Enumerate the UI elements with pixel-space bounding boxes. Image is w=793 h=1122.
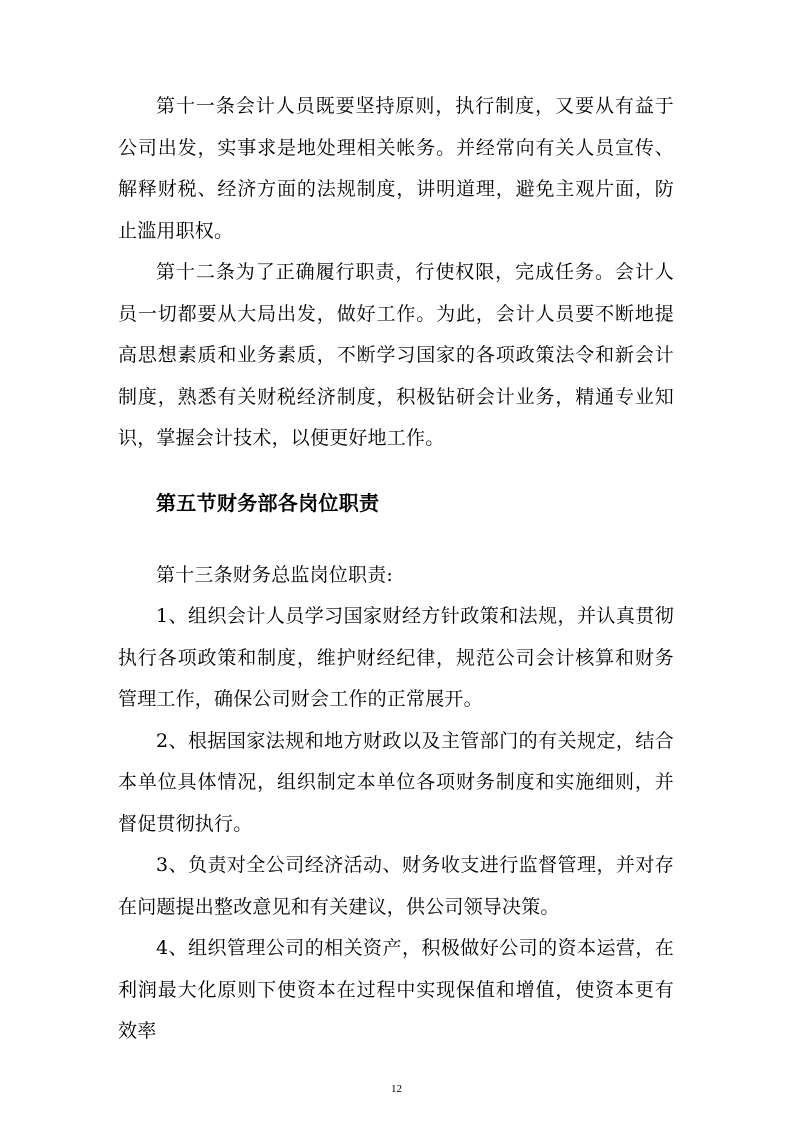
duty-item-4: 4、组织管理公司的相关资产，积极做好公司的资本运营，在利润最大化原则下使资本在过程中实现保值和增值，使资本更有效率 xyxy=(118,937,674,1042)
article-12-paragraph: 第十二条为了正确履行职责，行使权限，完成任务。会计人员一切都要从大局出发，做好工作。为此，会计人员要不断地提高思想素质和业务素质，不断学习国家的各项政策法令和新会计制度，熟悉有关财税经济制度，积极钻研会计业务，精通专业知识，掌握会计技术，以便更好地工作。 xyxy=(118,261,674,449)
duty-item-2: 2、根据国家法规和地方财政以及主管部门的有关规定，结合本单位具体情况，组织制定本单位各项财务制度和实施细则，并督促贯彻执行。 xyxy=(118,729,674,835)
page-number: 12 xyxy=(391,1083,402,1095)
section-heading: 第五节财务部各岗位职责 xyxy=(156,490,380,515)
duty-item-3: 3、负责对全公司经济活动、财务收支进行监督管理，并对存在问题提出整改意见和有关建议，供公司领导决策。 xyxy=(118,854,674,918)
page-content xyxy=(118,86,674,1053)
duty-item-1: 1、组织会计人员学习国家财经方针政策和法规，并认真贯彻执行各项政策和制度，维护财经纪律，规范公司会计核算和财务管理工作，确保公司财会工作的正常展开。 xyxy=(118,605,674,710)
article-13-title: 第十三条财务总监岗位职责: xyxy=(156,563,394,586)
article-11-paragraph: 第十一条会计人员既要坚持原则，执行制度，又要从有益于公司出发，实事求是地处理相关帐务。并经常向有关人员宣传、解释财税、经济方面的法规制度，讲明道理，避免主观片面，防止滥用职权。 xyxy=(118,95,674,242)
